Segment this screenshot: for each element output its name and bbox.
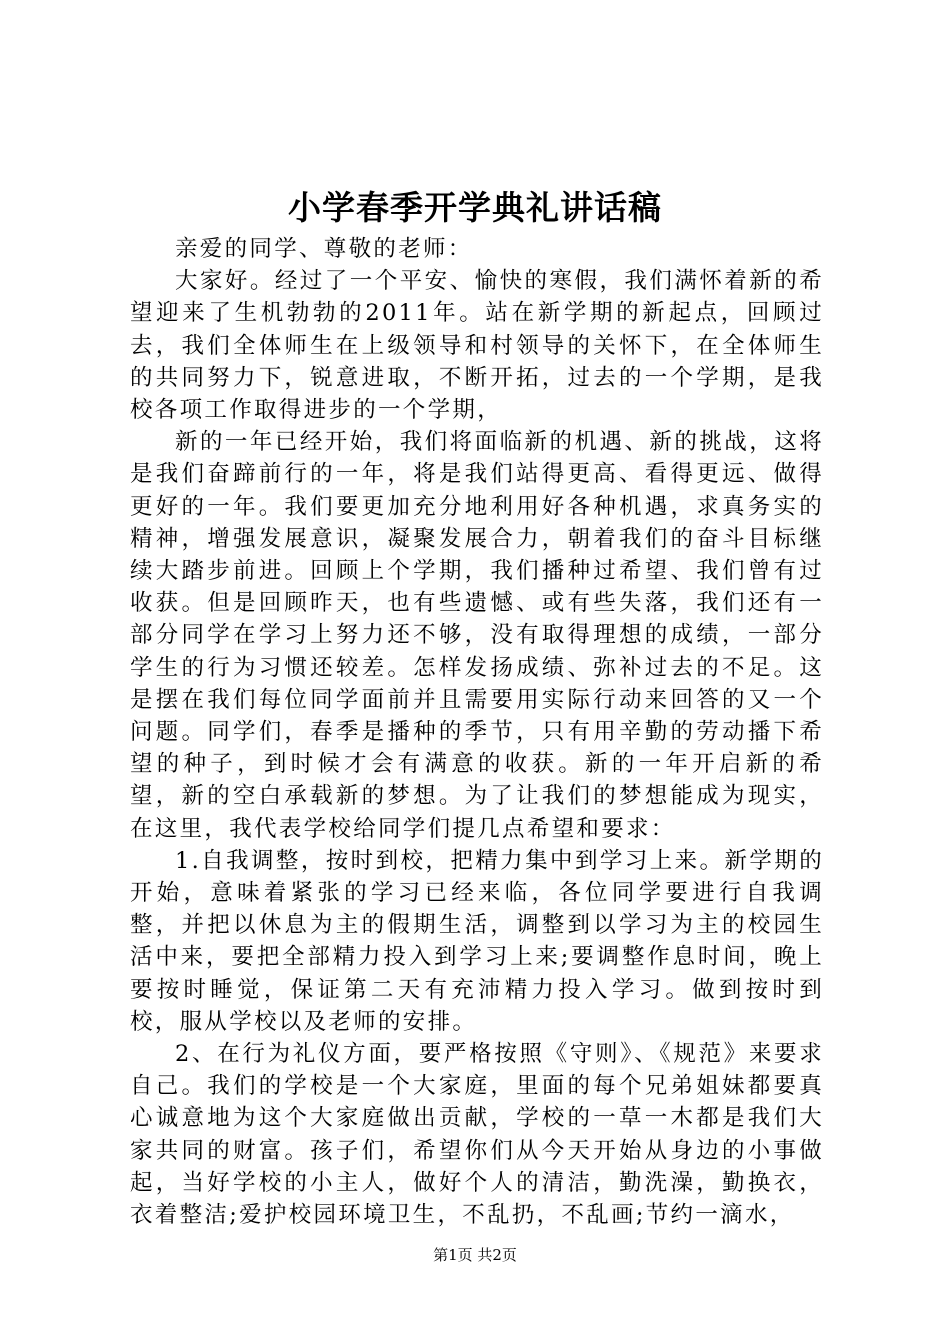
- paragraph-salutation: 亲爱的同学、尊敬的老师：: [175, 236, 473, 262]
- paragraph-greeting: 大家好。经过了一个平安、愉快的寒假，我们满怀着新的希望迎来了生机勃勃的2011年。站在新学期的新起点，回顾过去，我们全体师生在上级领导和村领导的关怀下，在全体师生的共同努力下，锐意进取，不断开拓，过去的一个学期，是我校各项工作取得进步的一个学期，: [130, 268, 824, 424]
- paragraph-point-1: 1.自我调整，按时到校，把精力集中到学习上来。新学期的开始，意味着紧张的学习已经来临，各位同学要进行自我调整，并把以休息为主的假期生活，调整到以学习为主的校园生活中来，要把全部精力投入到学习上来;要调整作息时间，晚上要按时睡觉，保证第二天有充沛精力投入学习。做到按时到校，服从学校以及老师的安排。: [130, 847, 824, 1035]
- page-footer: 第1页 共2页: [433, 1246, 517, 1264]
- document-title: 小学春季开学典礼讲话稿: [288, 188, 662, 227]
- document-body: [130, 233, 824, 1231]
- paragraph-new-year: 新的一年已经开始，我们将面临新的机遇、新的挑战，这将是我们奋蹄前行的一年，将是我们站得更高、看得更远、做得更好的一年。我们要更加充分地利用好各种机遇，求真务实的精神，增强发展意识，凝聚发展合力，朝着我们的奋斗目标继续大踏步前进。回顾上个学期，我们播种过希望、我们曾有过收获。但是回顾昨天，也有些遗憾、或有些失落，我们还有一部分同学在学习上努力还不够，没有取得理想的成绩，一部分学生的行为习惯还较差。怎样发扬成绩、弥补过去的不足。这是摆在我们每位同学面前并且需要用实际行动来回答的又一个问题。同学们，春季是播种的季节，只有用辛勤的劳动播下希望的种子，到时候才会有满意的收获。新的一年开启新的希望，新的空白承载新的梦想。为了让我们的梦想能成为现实，在这里，我代表学校给同学们提几点希望和要求：: [130, 429, 824, 842]
- paragraph-point-2: 2、在行为礼仪方面，要严格按照《守则》、《规范》来要求自己。我们的学校是一个大家庭，里面的每个兄弟姐妹都要真心诚意地为这个大家庭做出贡献，学校的一草一木都是我们大家共同的财富。孩子们，希望你们从今天开始从身边的小事做起，当好学校的小主人，做好个人的清洁，勤洗澡，勤换衣，衣着整洁;爱护校园环境卫生，不乱扔，不乱画;节约一滴水，: [130, 1041, 824, 1229]
